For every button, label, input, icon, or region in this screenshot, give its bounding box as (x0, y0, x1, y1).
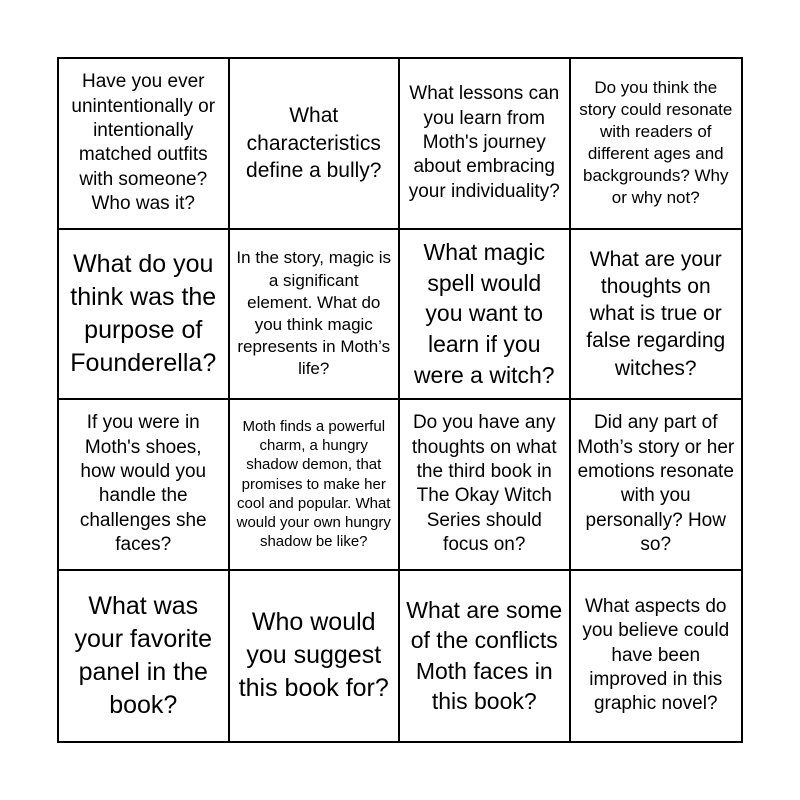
cell-text: What are your thoughts on what is true or false regarding witches? (586, 247, 726, 380)
cell-text: In the story, magic is a significant element. What do you think magic represents in Moth’s life? (236, 248, 392, 378)
bingo-cell-r3c2[interactable] (230, 400, 401, 571)
cell-text: If you were in Moth's shoes, how would you handle the challenges she faces? (79, 412, 207, 555)
bingo-cell-r1c4[interactable] (571, 59, 742, 230)
cell-text: What are some of the conflicts Moth faces in this book? (406, 596, 563, 715)
cell-text: What aspects do you believe could have been improved in this graphic novel? (582, 595, 730, 715)
cell-text: What lessons can you learn from Moth's journey about embracing your individuality? (408, 83, 560, 202)
bingo-cell-r2c1[interactable] (59, 230, 230, 401)
cell-text: Who would you suggest this book for? (238, 608, 389, 703)
bingo-cell-r1c3[interactable] (400, 59, 571, 230)
cell-text: Have you ever unintentionally or intentionally matched outfits with someone? Who was it? (71, 71, 216, 214)
cell-text: Moth finds a powerful charm, a hungry shadow demon, that promises to make her cool and popular. What would your own hungry shadow be like? (236, 418, 391, 551)
cell-text: Did any part of Moth’s story or her emotions resonate with you personally? How so? (577, 412, 735, 555)
bingo-cell-r1c1[interactable] (59, 59, 230, 230)
cell-text: Do you have any thoughts on what the third book in The Okay Witch Series should focus on? (411, 412, 557, 555)
bingo-cell-r4c4[interactable] (571, 571, 742, 742)
bingo-cell-r3c3[interactable] (400, 400, 571, 571)
bingo-cell-r4c3[interactable] (400, 571, 571, 742)
cell-text: What do you think was the purpose of Founderella? (70, 249, 217, 377)
cell-text: What magic spell would you want to learn if you were a witch? (413, 239, 555, 388)
bingo-cell-r3c1[interactable] (59, 400, 230, 571)
cell-text: Do you think the story could resonate with readers of different ages and backgrounds? Why or why not? (579, 77, 733, 208)
bingo-board (57, 57, 743, 743)
bingo-cell-r4c2[interactable] (230, 571, 401, 742)
bingo-cell-r2c3[interactable] (400, 230, 571, 401)
bingo-cell-r2c4[interactable] (571, 230, 742, 401)
cell-text: What was your favorite panel in the book? (74, 591, 213, 719)
cell-text: What characteristics define a bully? (246, 104, 382, 182)
bingo-cell-r2c2[interactable] (230, 230, 401, 401)
bingo-cell-r4c1[interactable] (59, 571, 230, 742)
bingo-cell-r1c2[interactable] (230, 59, 401, 230)
bingo-cell-r3c4[interactable] (571, 400, 742, 571)
